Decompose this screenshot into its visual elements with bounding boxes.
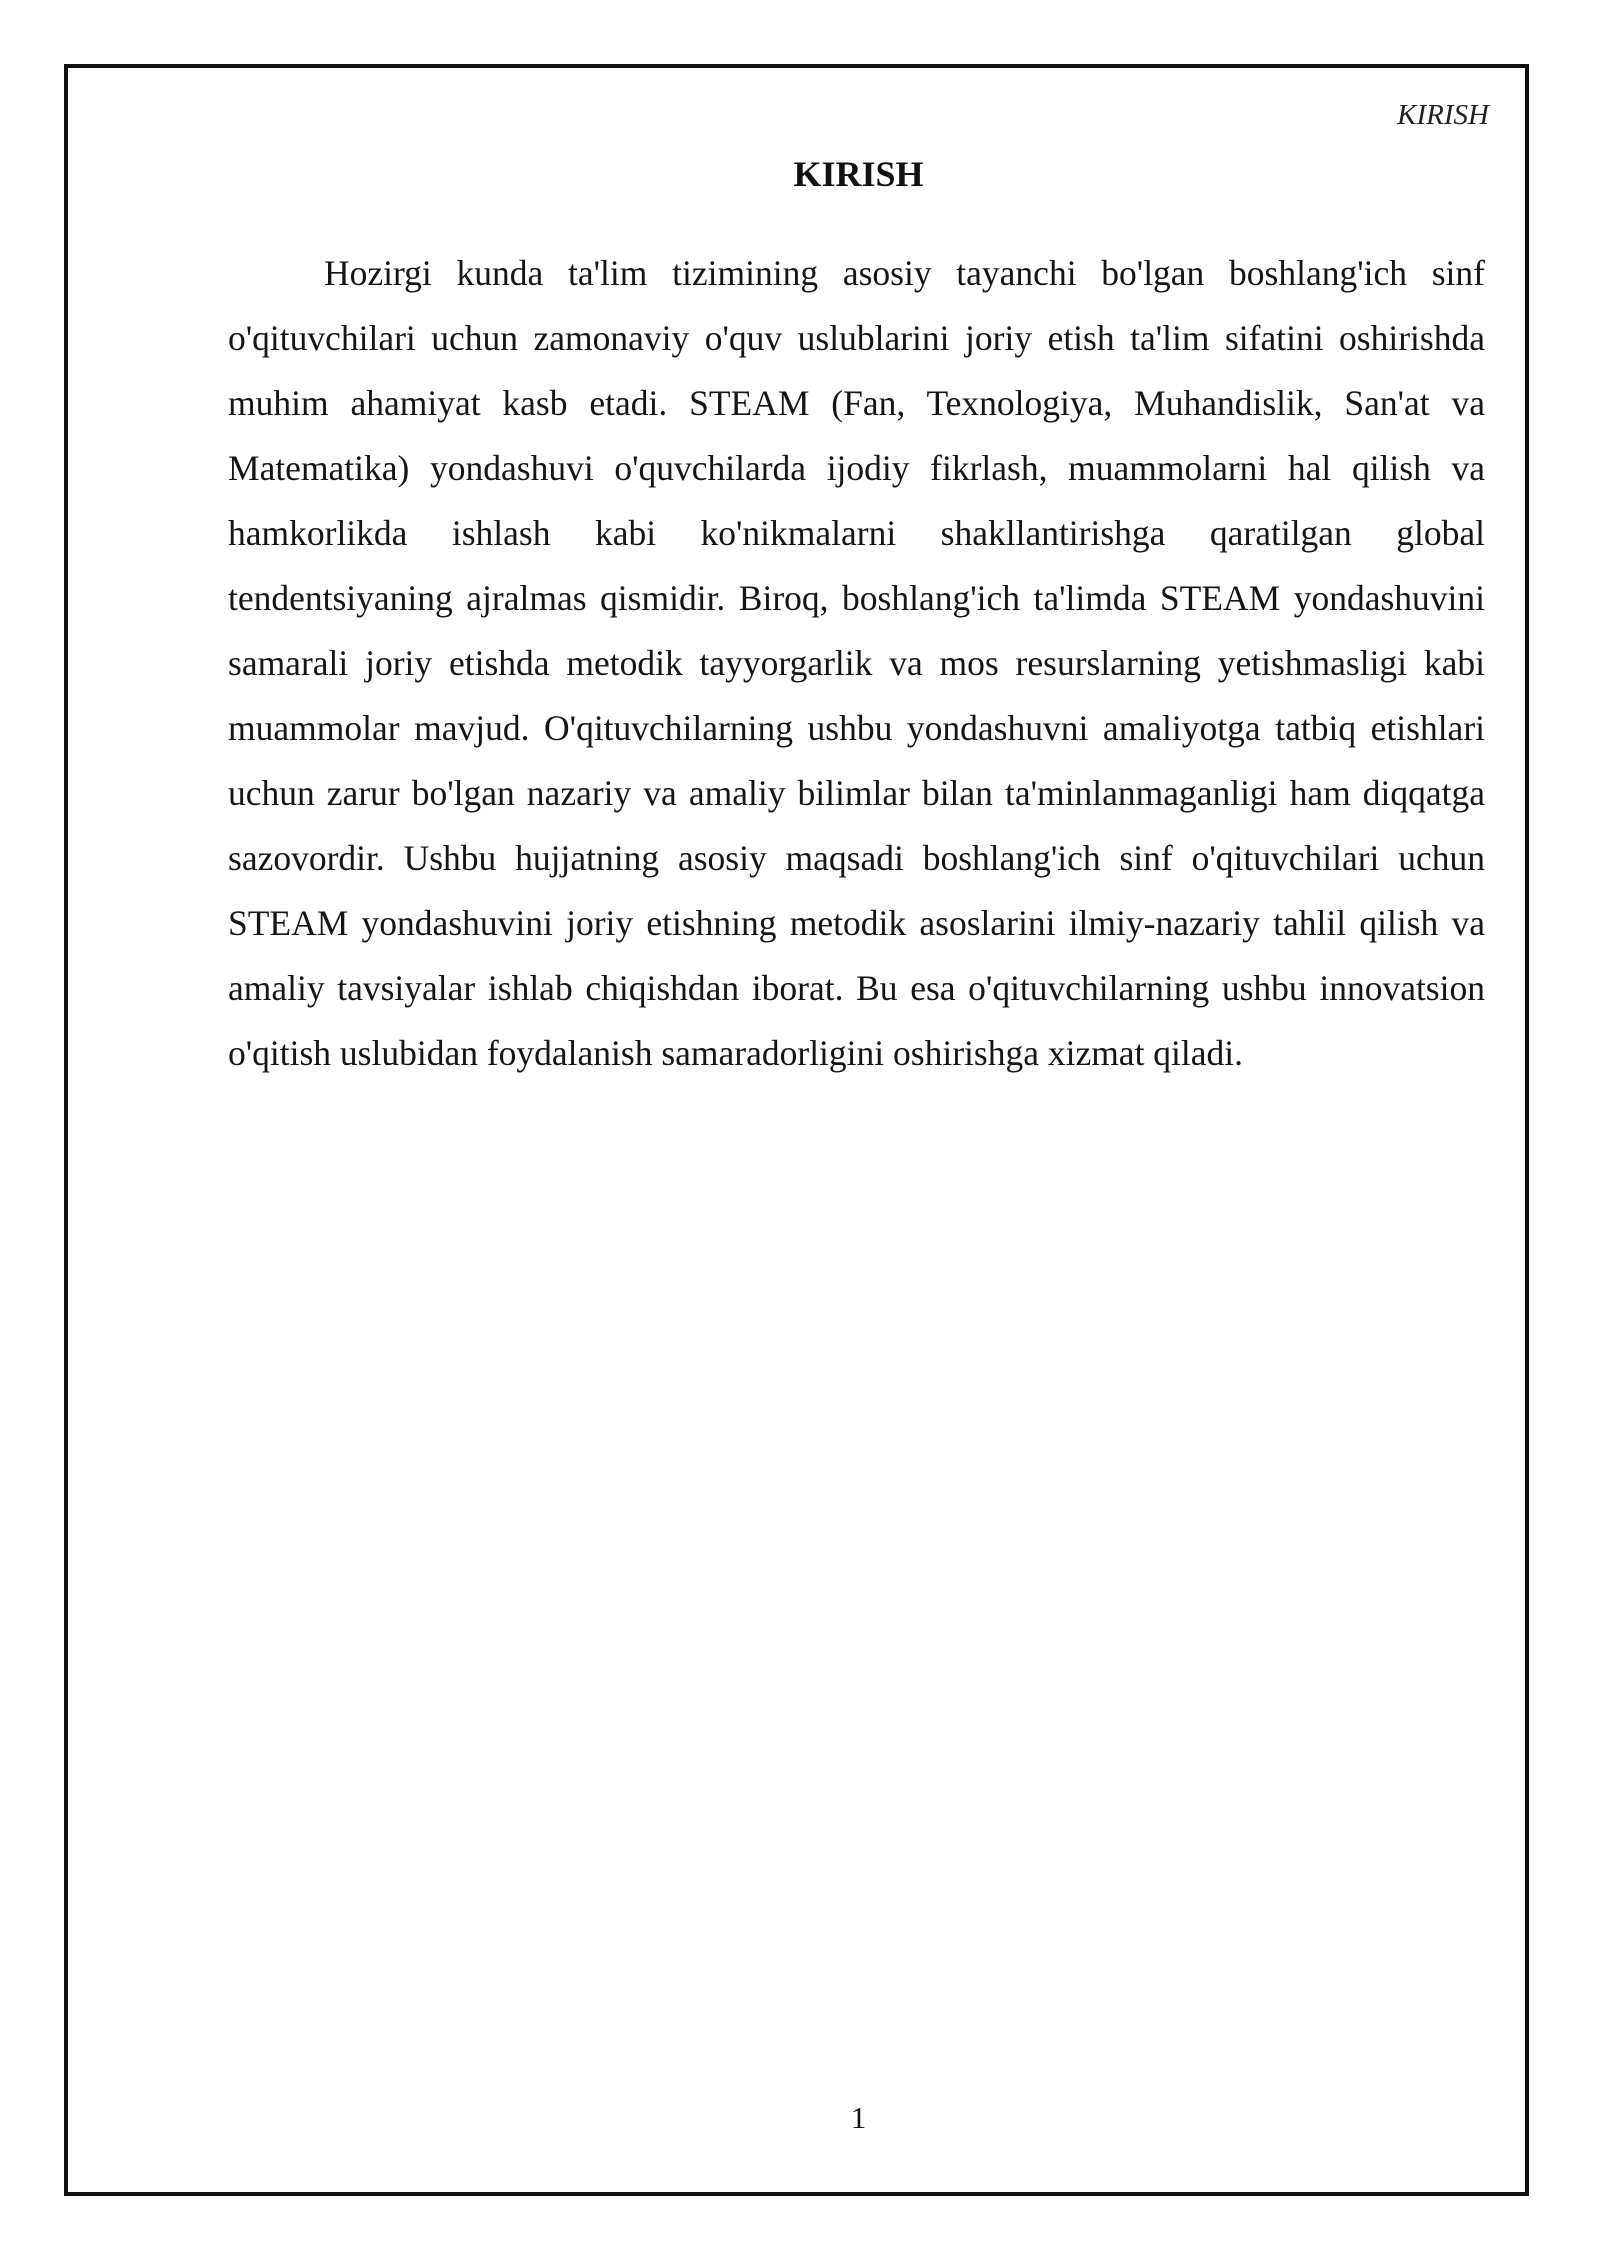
body-paragraph: Hozirgi kunda ta'lim tizimining asosiy tayanchi bo'lgan boshlang'ich sinf o'qituvchilari uchun zamonaviy o'quv uslublarini joriy etish ta'lim sifatini oshirishda muhim ahamiyat kasb etadi. STEAM (Fan, Texnologiya, Muhandislik, San'at va Matematika) yondashuvi o'quvchilarda ijodiy fikrlash, muammolarni hal qilish va hamkorlikda ishlash kabi ko'nikmalarni shakllantirishga qaratilgan global tendentsiyaning ajralmas qismidir. Biroq, boshlang'ich ta'limda STEAM yondashuvini samarali joriy etishda metodik tayyorgarlik va mos resurslarning yetishmasligi kabi muammolar mavjud. O'qituvchilarning ushbu yondashuvni amaliyotga tatbiq etishlari uchun zarur bo'lgan nazariy va amaliy bilimlar bilan ta'minlanmaganligi ham diqqatga sazovordir. Ushbu hujjatning asosiy maqsadi boshlang'ich sinf o'qituvchilari uchun STEAM yondashuvini joriy etishning metodik asoslarini ilmiy-nazariy tahlil qilish va amaliy tavsiyalar ishlab chiqishdan iborat. Bu esa o'qituvchilarning ushbu innovatsion o'qitish uslubidan foydalanish samaradorligini oshirishga xizmat qiladi. [228, 253, 1485, 1073]
section-title: KIRISH [793, 154, 924, 194]
page-number: 1 [850, 2100, 867, 2135]
running-header: KIRISH [1397, 99, 1489, 131]
